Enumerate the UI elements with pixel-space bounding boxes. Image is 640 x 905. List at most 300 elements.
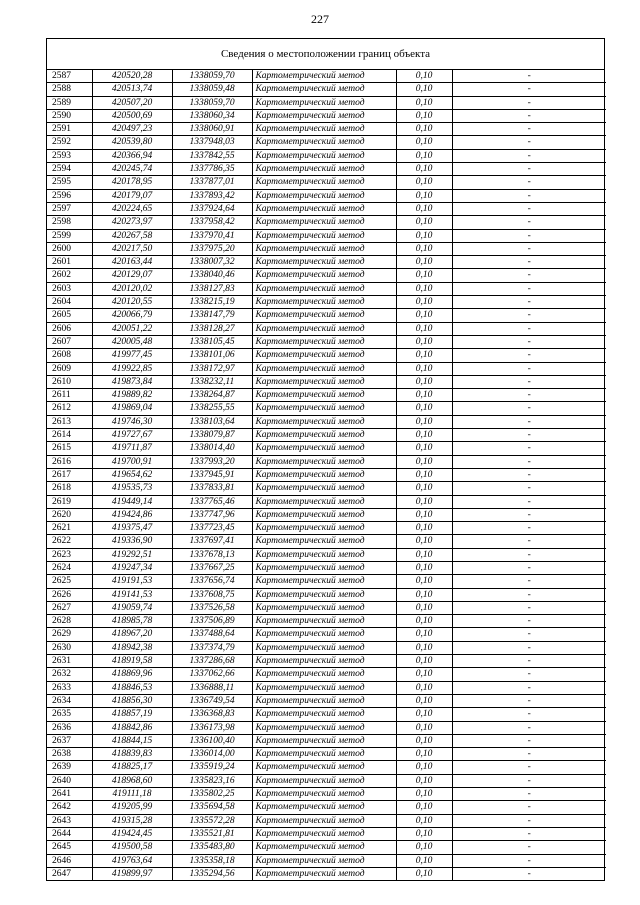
point-number: 2639 — [47, 761, 92, 774]
y-coordinate: 1337924,64 — [172, 202, 252, 215]
point-number: 2608 — [47, 349, 92, 362]
x-coordinate: 420507,20 — [92, 96, 172, 109]
method-cell: Картометрический метод — [252, 575, 396, 588]
note-cell: - — [452, 601, 606, 614]
note-cell: - — [452, 615, 606, 628]
precision-cell: 0,10 — [396, 256, 452, 269]
x-coordinate: 420273,97 — [92, 216, 172, 229]
table-heading: Сведения о местоположении границ объекта — [47, 39, 604, 70]
table-row — [47, 748, 606, 761]
method-cell: Картометрический метод — [252, 163, 396, 176]
x-coordinate: 419205,99 — [92, 801, 172, 814]
table-row — [47, 202, 606, 215]
x-coordinate: 420179,07 — [92, 189, 172, 202]
precision-cell: 0,10 — [396, 296, 452, 309]
note-cell: - — [452, 136, 606, 149]
point-number: 2643 — [47, 814, 92, 827]
precision-cell: 0,10 — [396, 561, 452, 574]
x-coordinate: 420366,94 — [92, 149, 172, 162]
table-row — [47, 109, 606, 122]
x-coordinate: 419727,67 — [92, 429, 172, 442]
note-cell: - — [452, 362, 606, 375]
method-cell: Картометрический метод — [252, 522, 396, 535]
precision-cell: 0,10 — [396, 189, 452, 202]
point-number: 2600 — [47, 242, 92, 255]
precision-cell: 0,10 — [396, 322, 452, 335]
table-row — [47, 708, 606, 721]
precision-cell: 0,10 — [396, 681, 452, 694]
y-coordinate: 1338128,27 — [172, 322, 252, 335]
method-cell: Картометрический метод — [252, 123, 396, 136]
method-cell: Картометрический метод — [252, 282, 396, 295]
note-cell: - — [452, 389, 606, 402]
point-number: 2642 — [47, 801, 92, 814]
precision-cell: 0,10 — [396, 70, 452, 83]
y-coordinate: 1337488,64 — [172, 628, 252, 641]
point-number: 2609 — [47, 362, 92, 375]
table-row — [47, 681, 606, 694]
page-number: 227 — [311, 12, 329, 26]
note-cell: - — [452, 282, 606, 295]
x-coordinate: 420513,74 — [92, 83, 172, 96]
y-coordinate: 1337958,42 — [172, 216, 252, 229]
table-row — [47, 96, 606, 109]
note-cell: - — [452, 269, 606, 282]
table-row — [47, 269, 606, 282]
precision-cell: 0,10 — [396, 149, 452, 162]
method-cell: Картометрический метод — [252, 788, 396, 801]
method-cell: Картометрический метод — [252, 389, 396, 402]
method-cell: Картометрический метод — [252, 841, 396, 854]
x-coordinate: 419111,18 — [92, 788, 172, 801]
y-coordinate: 1336888,11 — [172, 681, 252, 694]
note-cell: - — [452, 242, 606, 255]
x-coordinate: 418842,86 — [92, 721, 172, 734]
table-row — [47, 788, 606, 801]
precision-cell: 0,10 — [396, 575, 452, 588]
point-number: 2598 — [47, 216, 92, 229]
note-cell: - — [452, 322, 606, 335]
x-coordinate: 420500,69 — [92, 109, 172, 122]
method-cell: Картометрический метод — [252, 362, 396, 375]
x-coordinate: 419336,90 — [92, 535, 172, 548]
precision-cell: 0,10 — [396, 442, 452, 455]
precision-cell: 0,10 — [396, 216, 452, 229]
x-coordinate: 418942,38 — [92, 641, 172, 654]
y-coordinate: 1338059,70 — [172, 96, 252, 109]
precision-cell: 0,10 — [396, 269, 452, 282]
precision-cell: 0,10 — [396, 655, 452, 668]
coordinates-table — [47, 70, 606, 880]
y-coordinate: 1337667,25 — [172, 561, 252, 574]
table-row — [47, 189, 606, 202]
y-coordinate: 1338101,06 — [172, 349, 252, 362]
table-row — [47, 761, 606, 774]
precision-cell: 0,10 — [396, 229, 452, 242]
method-cell: Картометрический метод — [252, 482, 396, 495]
point-number: 2635 — [47, 708, 92, 721]
note-cell: - — [452, 801, 606, 814]
x-coordinate: 419315,28 — [92, 814, 172, 827]
note-cell: - — [452, 681, 606, 694]
table-row — [47, 149, 606, 162]
method-cell: Картометрический метод — [252, 561, 396, 574]
point-number: 2603 — [47, 282, 92, 295]
boundary-table-frame — [46, 38, 605, 881]
table-row — [47, 548, 606, 561]
point-number: 2626 — [47, 588, 92, 601]
x-coordinate: 419424,45 — [92, 827, 172, 840]
table-row — [47, 814, 606, 827]
y-coordinate: 1338014,40 — [172, 442, 252, 455]
table-row — [47, 242, 606, 255]
note-cell: - — [452, 229, 606, 242]
x-coordinate: 419869,04 — [92, 402, 172, 415]
point-number: 2611 — [47, 389, 92, 402]
point-number: 2589 — [47, 96, 92, 109]
table-row — [47, 176, 606, 189]
x-coordinate: 418857,19 — [92, 708, 172, 721]
y-coordinate: 1335521,81 — [172, 827, 252, 840]
precision-cell: 0,10 — [396, 482, 452, 495]
table-row — [47, 841, 606, 854]
precision-cell: 0,10 — [396, 761, 452, 774]
x-coordinate: 419711,87 — [92, 442, 172, 455]
point-number: 2625 — [47, 575, 92, 588]
x-coordinate: 419654,62 — [92, 468, 172, 481]
table-row — [47, 468, 606, 481]
note-cell: - — [452, 83, 606, 96]
y-coordinate: 1337608,75 — [172, 588, 252, 601]
x-coordinate: 418846,53 — [92, 681, 172, 694]
table-row — [47, 721, 606, 734]
precision-cell: 0,10 — [396, 455, 452, 468]
coordinates-table-body — [47, 70, 606, 880]
table-row — [47, 349, 606, 362]
precision-cell: 0,10 — [396, 402, 452, 415]
note-cell: - — [452, 335, 606, 348]
precision-cell: 0,10 — [396, 415, 452, 428]
table-row — [47, 588, 606, 601]
method-cell: Картометрический метод — [252, 655, 396, 668]
y-coordinate: 1337506,89 — [172, 615, 252, 628]
method-cell: Картометрический метод — [252, 535, 396, 548]
precision-cell: 0,10 — [396, 668, 452, 681]
note-cell: - — [452, 628, 606, 641]
precision-cell: 0,10 — [396, 176, 452, 189]
x-coordinate: 418985,78 — [92, 615, 172, 628]
table-row — [47, 734, 606, 747]
precision-cell: 0,10 — [396, 721, 452, 734]
y-coordinate: 1337747,96 — [172, 508, 252, 521]
y-coordinate: 1338232,11 — [172, 375, 252, 388]
table-row — [47, 229, 606, 242]
point-number: 2588 — [47, 83, 92, 96]
point-number: 2591 — [47, 123, 92, 136]
method-cell: Картометрический метод — [252, 335, 396, 348]
y-coordinate: 1337993,20 — [172, 455, 252, 468]
x-coordinate: 420217,50 — [92, 242, 172, 255]
point-number: 2624 — [47, 561, 92, 574]
precision-cell: 0,10 — [396, 615, 452, 628]
method-cell: Картометрический метод — [252, 136, 396, 149]
note-cell: - — [452, 402, 606, 415]
x-coordinate: 419449,14 — [92, 495, 172, 508]
note-cell: - — [452, 70, 606, 83]
table-row — [47, 774, 606, 787]
point-number: 2616 — [47, 455, 92, 468]
table-row — [47, 309, 606, 322]
y-coordinate: 1338007,32 — [172, 256, 252, 269]
point-number: 2637 — [47, 734, 92, 747]
point-number: 2622 — [47, 535, 92, 548]
point-number: 2602 — [47, 269, 92, 282]
x-coordinate: 419763,64 — [92, 854, 172, 867]
table-row — [47, 362, 606, 375]
method-cell: Картометрический метод — [252, 442, 396, 455]
y-coordinate: 1337786,35 — [172, 163, 252, 176]
table-row — [47, 296, 606, 309]
precision-cell: 0,10 — [396, 508, 452, 521]
y-coordinate: 1337526,58 — [172, 601, 252, 614]
table-row — [47, 375, 606, 388]
note-cell: - — [452, 176, 606, 189]
precision-cell: 0,10 — [396, 788, 452, 801]
method-cell: Картометрический метод — [252, 734, 396, 747]
note-cell: - — [452, 468, 606, 481]
x-coordinate: 420120,02 — [92, 282, 172, 295]
table-row — [47, 482, 606, 495]
y-coordinate: 1338103,64 — [172, 415, 252, 428]
note-cell: - — [452, 788, 606, 801]
note-cell: - — [452, 375, 606, 388]
method-cell: Картометрический метод — [252, 721, 396, 734]
y-coordinate: 1335294,56 — [172, 867, 252, 880]
precision-cell: 0,10 — [396, 854, 452, 867]
precision-cell: 0,10 — [396, 748, 452, 761]
point-number: 2634 — [47, 694, 92, 707]
table-row — [47, 389, 606, 402]
method-cell: Картометрический метод — [252, 748, 396, 761]
precision-cell: 0,10 — [396, 522, 452, 535]
point-number: 2599 — [47, 229, 92, 242]
x-coordinate: 420051,22 — [92, 322, 172, 335]
note-cell: - — [452, 429, 606, 442]
precision-cell: 0,10 — [396, 123, 452, 136]
precision-cell: 0,10 — [396, 362, 452, 375]
x-coordinate: 419922,85 — [92, 362, 172, 375]
table-row — [47, 402, 606, 415]
precision-cell: 0,10 — [396, 814, 452, 827]
y-coordinate: 1338060,91 — [172, 123, 252, 136]
y-coordinate: 1335694,58 — [172, 801, 252, 814]
point-number: 2614 — [47, 429, 92, 442]
y-coordinate: 1336014,00 — [172, 748, 252, 761]
y-coordinate: 1337842,55 — [172, 149, 252, 162]
method-cell: Картометрический метод — [252, 216, 396, 229]
note-cell: - — [452, 668, 606, 681]
table-row — [47, 615, 606, 628]
x-coordinate: 419375,47 — [92, 522, 172, 535]
note-cell: - — [452, 535, 606, 548]
precision-cell: 0,10 — [396, 694, 452, 707]
point-number: 2631 — [47, 655, 92, 668]
note-cell: - — [452, 641, 606, 654]
method-cell: Картометрический метод — [252, 429, 396, 442]
x-coordinate: 420178,95 — [92, 176, 172, 189]
method-cell: Картометрический метод — [252, 867, 396, 880]
method-cell: Картометрический метод — [252, 96, 396, 109]
precision-cell: 0,10 — [396, 202, 452, 215]
method-cell: Картометрический метод — [252, 628, 396, 641]
precision-cell: 0,10 — [396, 335, 452, 348]
note-cell: - — [452, 655, 606, 668]
method-cell: Картометрический метод — [252, 229, 396, 242]
precision-cell: 0,10 — [396, 734, 452, 747]
note-cell: - — [452, 734, 606, 747]
y-coordinate: 1337975,20 — [172, 242, 252, 255]
y-coordinate: 1337948,03 — [172, 136, 252, 149]
y-coordinate: 1335572,28 — [172, 814, 252, 827]
y-coordinate: 1338040,46 — [172, 269, 252, 282]
note-cell: - — [452, 588, 606, 601]
y-coordinate: 1335358,18 — [172, 854, 252, 867]
table-row — [47, 282, 606, 295]
method-cell: Картометрический метод — [252, 402, 396, 415]
y-coordinate: 1338127,83 — [172, 282, 252, 295]
precision-cell: 0,10 — [396, 136, 452, 149]
point-number: 2621 — [47, 522, 92, 535]
x-coordinate: 418825,17 — [92, 761, 172, 774]
note-cell: - — [452, 309, 606, 322]
note-cell: - — [452, 522, 606, 535]
y-coordinate: 1338105,45 — [172, 335, 252, 348]
precision-cell: 0,10 — [396, 163, 452, 176]
method-cell: Картометрический метод — [252, 681, 396, 694]
table-row — [47, 415, 606, 428]
note-cell: - — [452, 867, 606, 880]
table-row — [47, 455, 606, 468]
note-cell: - — [452, 109, 606, 122]
method-cell: Картометрический метод — [252, 548, 396, 561]
x-coordinate: 419500,58 — [92, 841, 172, 854]
table-row — [47, 335, 606, 348]
x-coordinate: 419141,53 — [92, 588, 172, 601]
x-coordinate: 419700,91 — [92, 455, 172, 468]
point-number: 2604 — [47, 296, 92, 309]
point-number: 2597 — [47, 202, 92, 215]
method-cell: Картометрический метод — [252, 641, 396, 654]
x-coordinate: 420267,58 — [92, 229, 172, 242]
method-cell: Картометрический метод — [252, 854, 396, 867]
y-coordinate: 1335919,24 — [172, 761, 252, 774]
note-cell: - — [452, 694, 606, 707]
method-cell: Картометрический метод — [252, 70, 396, 83]
precision-cell: 0,10 — [396, 349, 452, 362]
point-number: 2618 — [47, 482, 92, 495]
table-row — [47, 867, 606, 880]
precision-cell: 0,10 — [396, 495, 452, 508]
note-cell: - — [452, 149, 606, 162]
point-number: 2605 — [47, 309, 92, 322]
y-coordinate: 1337062,66 — [172, 668, 252, 681]
precision-cell: 0,10 — [396, 867, 452, 880]
precision-cell: 0,10 — [396, 548, 452, 561]
note-cell: - — [452, 189, 606, 202]
table-row — [47, 694, 606, 707]
table-row — [47, 70, 606, 83]
y-coordinate: 1337374,79 — [172, 641, 252, 654]
x-coordinate: 419247,34 — [92, 561, 172, 574]
x-coordinate: 419424,86 — [92, 508, 172, 521]
point-number: 2627 — [47, 601, 92, 614]
point-number: 2632 — [47, 668, 92, 681]
table-row — [47, 216, 606, 229]
note-cell: - — [452, 163, 606, 176]
precision-cell: 0,10 — [396, 535, 452, 548]
precision-cell: 0,10 — [396, 801, 452, 814]
note-cell: - — [452, 123, 606, 136]
method-cell: Картометрический метод — [252, 668, 396, 681]
method-cell: Картометрический метод — [252, 708, 396, 721]
point-number: 2620 — [47, 508, 92, 521]
point-number: 2613 — [47, 415, 92, 428]
precision-cell: 0,10 — [396, 841, 452, 854]
note-cell: - — [452, 827, 606, 840]
note-cell: - — [452, 854, 606, 867]
point-number: 2606 — [47, 322, 92, 335]
point-number: 2593 — [47, 149, 92, 162]
x-coordinate: 419873,84 — [92, 375, 172, 388]
note-cell: - — [452, 202, 606, 215]
y-coordinate: 1337945,91 — [172, 468, 252, 481]
method-cell: Картометрический метод — [252, 601, 396, 614]
note-cell: - — [452, 508, 606, 521]
method-cell: Картометрический метод — [252, 455, 396, 468]
method-cell: Картометрический метод — [252, 774, 396, 787]
table-row — [47, 442, 606, 455]
x-coordinate: 419746,30 — [92, 415, 172, 428]
point-number: 2633 — [47, 681, 92, 694]
table-row — [47, 628, 606, 641]
note-cell: - — [452, 721, 606, 734]
precision-cell: 0,10 — [396, 96, 452, 109]
y-coordinate: 1337970,41 — [172, 229, 252, 242]
precision-cell: 0,10 — [396, 641, 452, 654]
y-coordinate: 1338079,87 — [172, 429, 252, 442]
y-coordinate: 1335483,80 — [172, 841, 252, 854]
method-cell: Картометрический метод — [252, 309, 396, 322]
method-cell: Картометрический метод — [252, 109, 396, 122]
table-row — [47, 136, 606, 149]
method-cell: Картометрический метод — [252, 588, 396, 601]
y-coordinate: 1336173,98 — [172, 721, 252, 734]
x-coordinate: 419889,82 — [92, 389, 172, 402]
note-cell: - — [452, 455, 606, 468]
table-row — [47, 668, 606, 681]
note-cell: - — [452, 841, 606, 854]
y-coordinate: 1337723,45 — [172, 522, 252, 535]
precision-cell: 0,10 — [396, 827, 452, 840]
table-row — [47, 495, 606, 508]
precision-cell: 0,10 — [396, 588, 452, 601]
point-number: 2590 — [47, 109, 92, 122]
y-coordinate: 1338060,34 — [172, 109, 252, 122]
method-cell: Картометрический метод — [252, 375, 396, 388]
point-number: 2629 — [47, 628, 92, 641]
note-cell: - — [452, 575, 606, 588]
table-row — [47, 601, 606, 614]
